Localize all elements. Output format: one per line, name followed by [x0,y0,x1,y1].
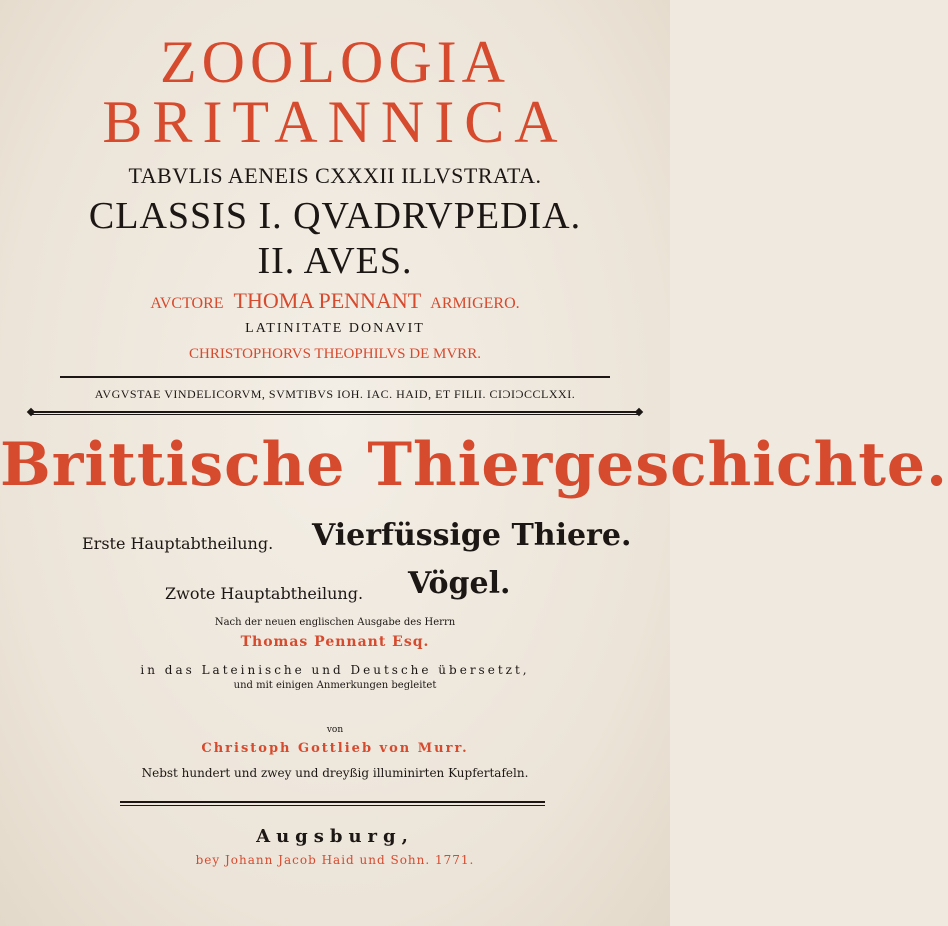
plates-note: Nebst hundert und zwey und dreyßig illuminirten Kupfertafeln. [141,766,529,780]
part2-title: Vögel. [408,566,511,601]
classis-line2: II. AVES. [257,240,413,282]
part1-label: Erste Hauptabtheilung. [82,534,274,553]
german-translator: Christoph Gottlieb von Murr. [201,741,469,756]
latin-imprint: AVGVSTAE VINDELICORVM, SVMTIBVS IOH. IAC. HAID, ET FILII. CIƆIƆCCLXXI. [94,387,576,401]
publisher: bey Johann Jacob Haid und Sohn. 1771. [195,853,475,867]
author-suffix: ARMIGERO. [430,295,520,312]
section-divider-thin [30,414,640,415]
bottom-divider-thin [120,805,545,806]
author-line [0,290,670,315]
divider-rule [60,376,610,378]
edition-note: Nach der neuen englischen Ausgabe des Herrn [214,617,456,628]
part1-title: Vierfüssige Thiere. [312,518,632,553]
german-title: Brittische Thiergeschichte. [0,430,948,500]
classis-line1: CLASSIS I. QVADRVPEDIA. [88,195,582,237]
bottom-divider [120,801,545,803]
german-author: Thomas Pennant Esq. [240,634,430,650]
latin-translator: CHRISTOPHORVS THEOPHILVS DE MVRR. [189,346,481,362]
translation-note: in das Lateinische und Deutsche übersetzt, [140,663,530,677]
latin-title-line1: ZOOLOGIA [160,29,510,95]
latin-subtitle: TABVLIS AENEIS CXXXII ILLVSTRATA. [128,163,542,188]
author-name: THOMA PENNANT [233,288,422,313]
author-prefix: AVCTORE [150,295,224,312]
part2-label: Zwote Hauptabtheilung. [165,584,364,603]
by-word: von [326,725,344,735]
place: Augsburg, [256,826,414,847]
annotations-note: und mit einigen Anmerkungen begleitet [233,680,437,691]
section-divider [30,411,640,413]
translated-by: LATINITATE DONAVIT [245,321,425,336]
latin-title-line2: BRITANNICA [102,89,568,155]
